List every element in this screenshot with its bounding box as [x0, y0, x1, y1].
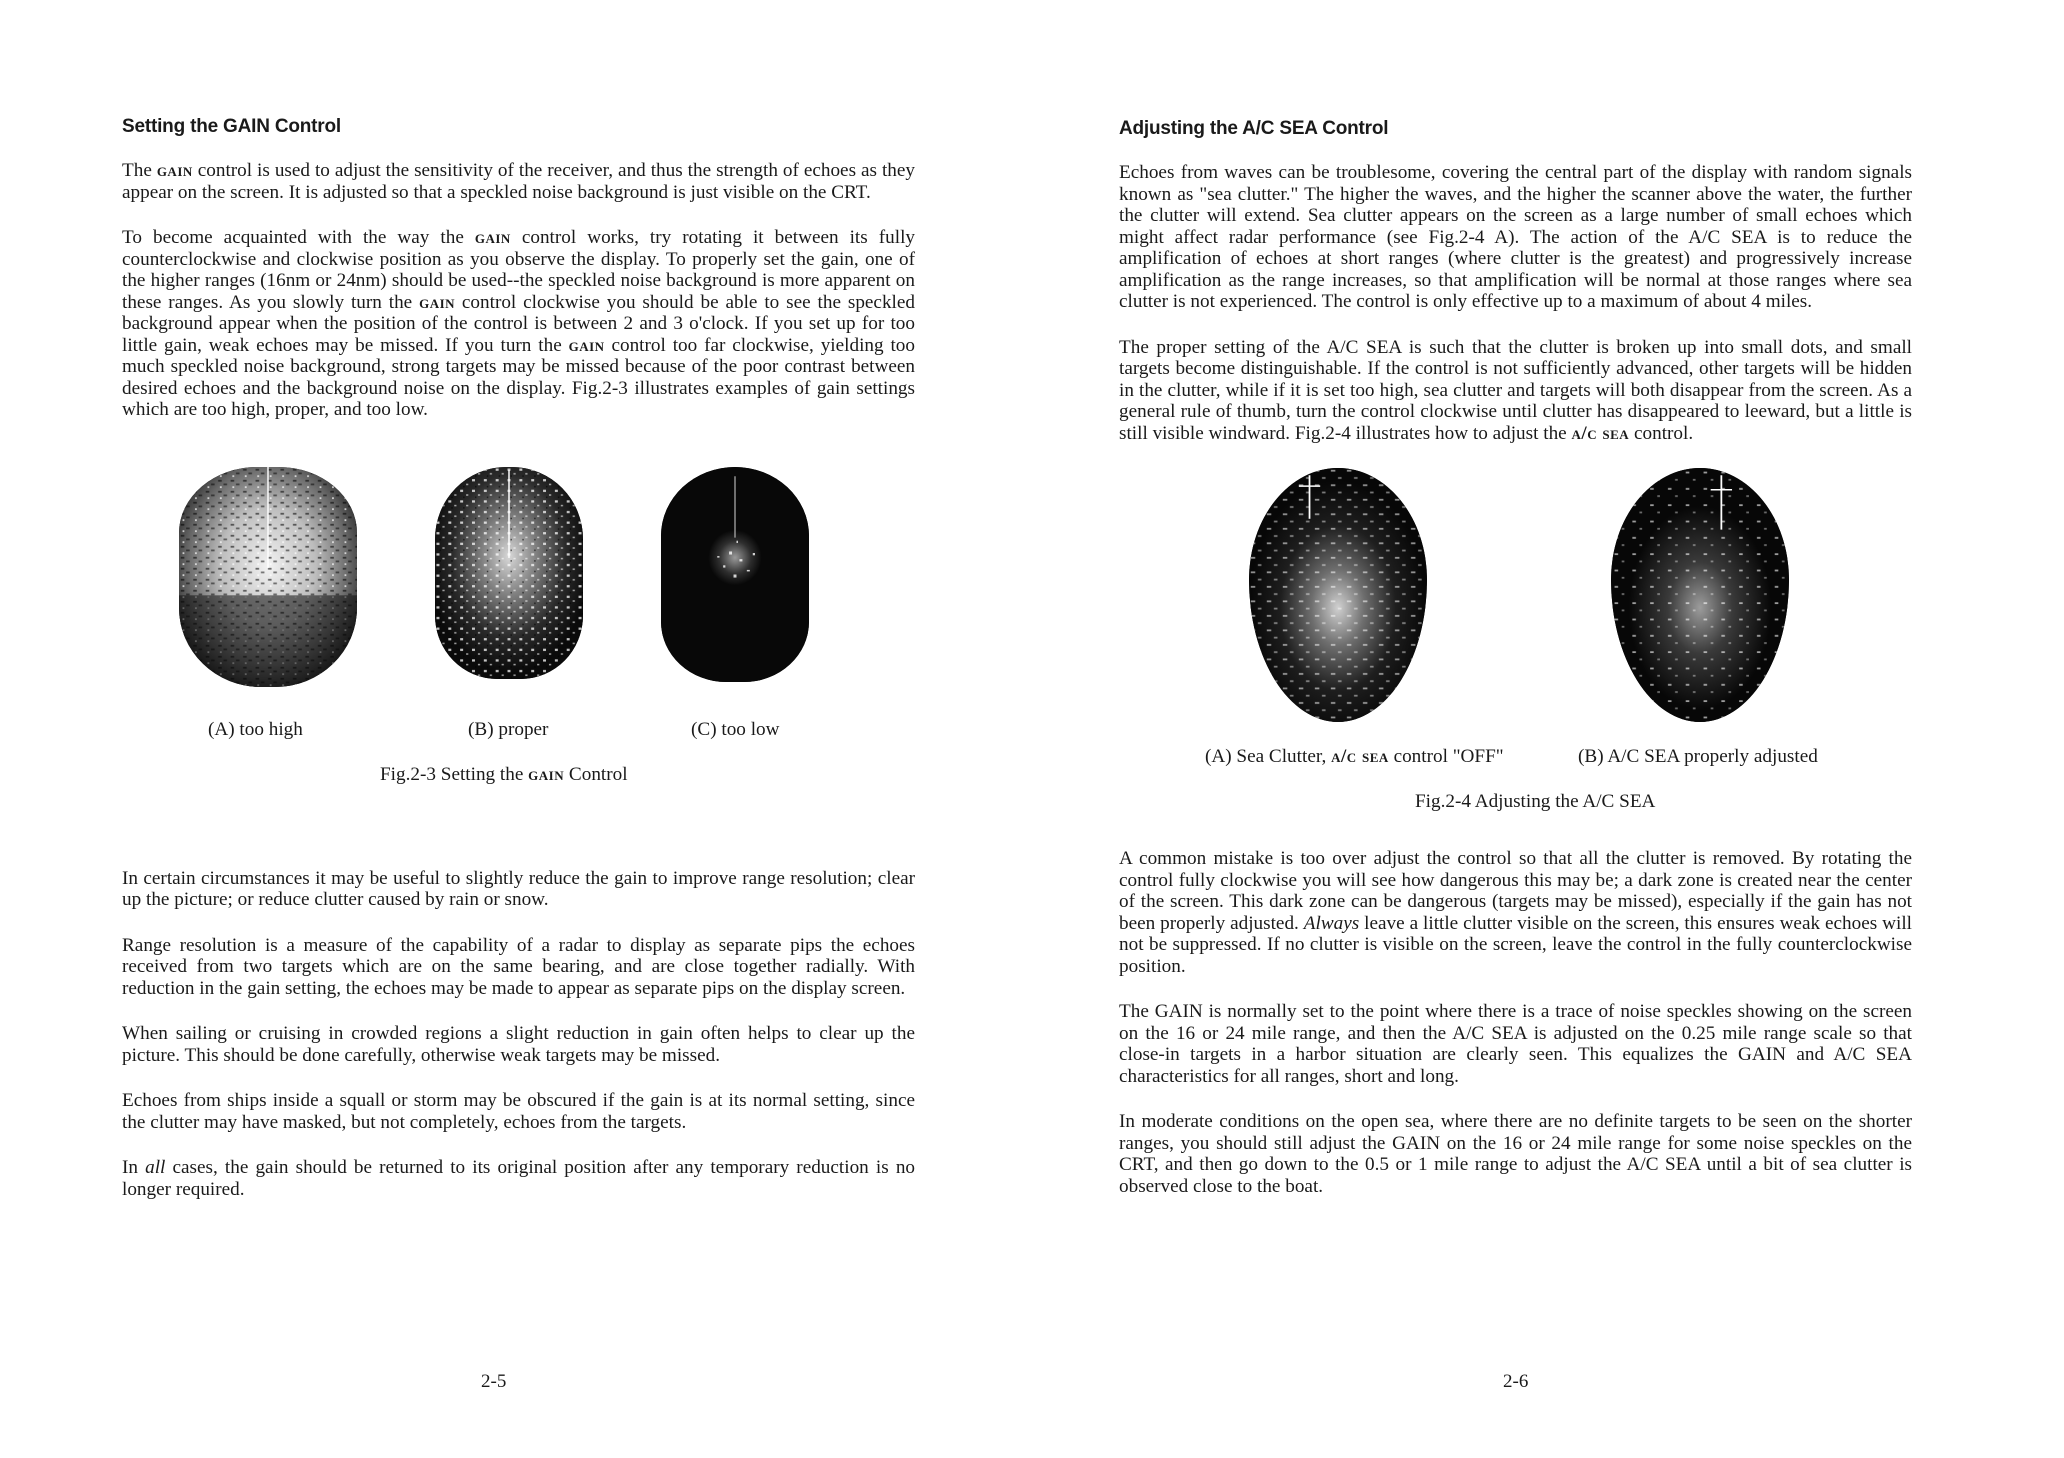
gain-paragraph-2: To become acquainted with the way the gain control works, try rotating it between its fully counterclockwise and clockwise position as you observe the display. To properly set the gain, one of the higher ranges (16nm or 24nm) should be used--the speckled noise background is more apparent on these ranges. As you slowly turn the gain control clockwise you should be able to see the speckled background appear when the position of the control is between 2 and 3 o'clock. If you set up for too little gain, weak echoes may be missed. If you turn the gain control too far clockwise, yielding too much speckled noise background, strong targets may be missed because of the poor contrast between desired echoes and the background noise on the display. Fig.2-3 illustrates examples of gain settings which are too high, proper, and too low.: [122, 227, 915, 420]
right-page: [1032, 0, 2064, 1458]
radar-too-high-image: [179, 467, 357, 687]
acsea-section-heading: Adjusting the A/C SEA Control: [1119, 118, 1389, 139]
left-column: [122, 108, 915, 1224]
caption-too-high: (A) too high: [208, 718, 303, 740]
gain-paragraph-3: In certain circumstances it may be useful to slightly reduce the gain to improve range resolution; clear up the picture; or reduce clutter caused by rain or snow.: [122, 867, 915, 910]
acsea-paragraph-4: The GAIN is normally set to the point where there is a trace of noise speckles showing on the screen on the 16 or 24 mile range, and then the A/C SEA is adjusted on the 0.25 mile range scale so that close-in targets in a harbor situation are clearly seen. This equalizes the GAIN and A/C SEA characteristics for all ranges, short and long.: [1119, 1001, 1912, 1087]
gain-paragraph-6: Echoes from ships inside a squall or storm may be obscured if the gain is at its normal setting, since the clutter may have masked, but not completely, echoes from the targets.: [122, 1090, 915, 1133]
page-number-left: 2-5: [481, 1371, 507, 1392]
page-number-right: 2-6: [1503, 1371, 1529, 1392]
gain-paragraph-4: Range resolution is a measure of the capability of a radar to display as separate pips the echoes received from two targets which are on the same bearing, and are close together radially. With reduction in the gain setting, the echoes may be made to appear as separate pips on the display screen.: [122, 934, 915, 999]
caption-acsea-adjusted: (B) A/C SEA properly adjusted: [1578, 746, 1818, 767]
fig-2-3-title: Fig.2-3 Setting the gain Control: [380, 763, 628, 785]
radar-too-low-image: [661, 467, 809, 682]
caption-sea-clutter-off: (A) Sea Clutter, a/c sea control "OFF": [1205, 746, 1504, 767]
acsea-paragraph-3: A common mistake is too over adjust the control so that all the clutter is removed. By rotating the control fully clockwise you will see how dangerous this may be; a dark zone is created near the center of the screen. This dark zone can be dangerous (targets may be missed), especially if the gain has not been properly adjusted. Always leave a little clutter visible on the screen, this ensures weak echoes will not be suppressed. If no clutter is visible on the screen, leave the control in the fully counterclockwise position.: [1119, 848, 1912, 977]
caption-proper: (B) proper: [468, 718, 549, 740]
radar-proper-image: [435, 467, 583, 679]
fig-2-4-title: Fig.2-4 Adjusting the A/C SEA: [1415, 791, 1656, 812]
gain-paragraph-1: The gain control is used to adjust the sensitivity of the receiver, and thus the strength of echoes as they appear on the screen. It is adjusted so that a speckled noise background is just visible on the CRT.: [122, 160, 915, 203]
acsea-paragraph-1: Echoes from waves can be troublesome, covering the central part of the display with random signals known as "sea clutter." The higher the waves, and the higher the scanner above the water, the further the clutter will extend. Sea clutter appears on the screen as a large number of small echoes which might affect radar performance (see Fig.2-4 A). The action of the A/C SEA is to reduce the amplification of echoes at short ranges (where clutter is the greatest) and progressively increase amplification as the range increases, so that amplification will be normal at those ranges where sea clutter is not experienced. The control is only effective up to a maximum of about 4 miles.: [1119, 162, 1912, 312]
radar-acsea-adjusted-image: [1611, 468, 1789, 722]
right-column: [1119, 110, 1912, 1221]
caption-too-low: (C) too low: [691, 718, 780, 740]
fig-2-4: [1119, 468, 1912, 838]
gain-section-heading: Setting the GAIN Control: [122, 116, 341, 137]
fig-2-3: [122, 467, 915, 812]
radar-sea-clutter-off-image: [1249, 468, 1427, 722]
gain-paragraph-7: In all cases, the gain should be returned to its original position after any temporary reduction is no longer required.: [122, 1157, 916, 1200]
gain-paragraph-5: When sailing or cruising in crowded regions a slight reduction in gain often helps to clear up the picture. This should be done carefully, otherwise weak targets may be missed.: [122, 1023, 915, 1066]
acsea-paragraph-2: The proper setting of the A/C SEA is such that the clutter is broken up into small dots, and small targets become distinguishable. If the control is not sufficiently advanced, other targets will be hidden in the clutter, while if it is set too high, sea clutter and targets will both disappear from the screen. As a general rule of thumb, turn the control clockwise until clutter has disappeared to leeward, but a little is still visible windward. Fig.2-4 illustrates how to adjust the a/c sea control.: [1119, 336, 1912, 444]
acsea-paragraph-5: In moderate conditions on the open sea, where there are no definite targets to be seen on the shorter ranges, you should still adjust the GAIN on the 16 or 24 mile range for some noise speckles on the CRT, and then go down to the 0.5 or 1 mile range to adjust the A/C SEA until a bit of sea clutter is observed close to the boat.: [1119, 1111, 1912, 1197]
